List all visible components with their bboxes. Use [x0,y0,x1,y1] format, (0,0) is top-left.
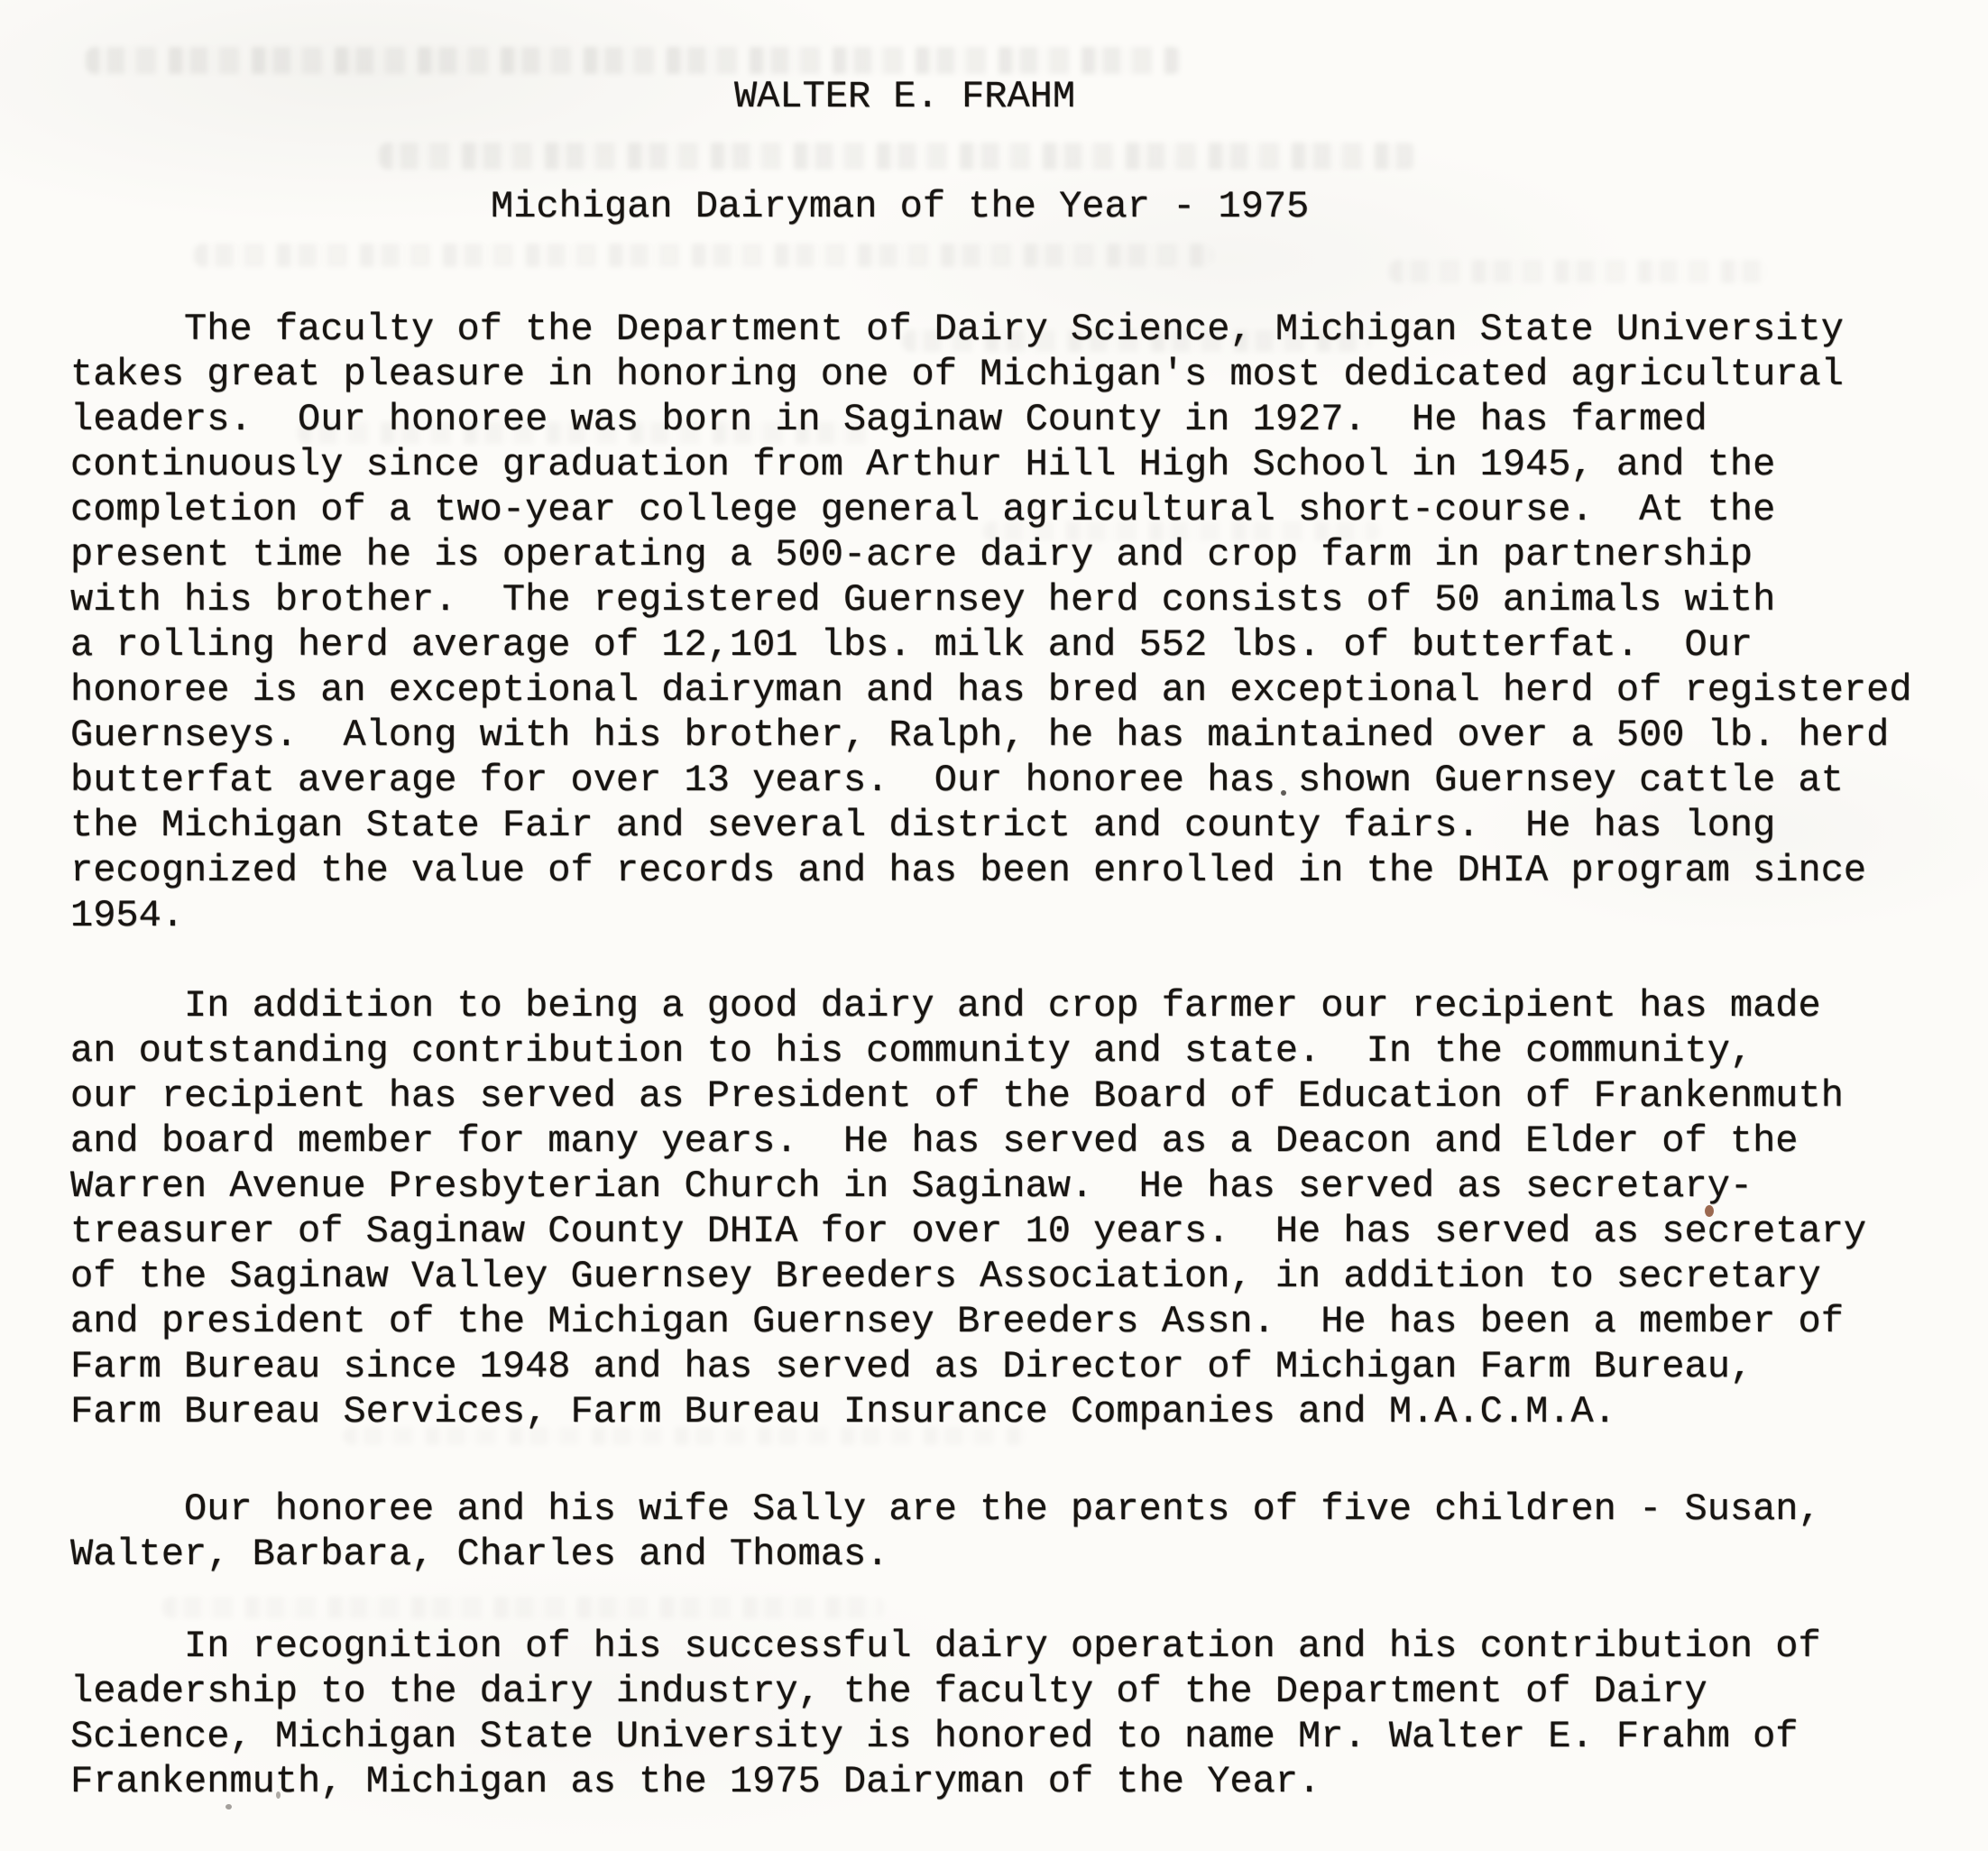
text-line: Frankenmuth, Michigan as the 1975 Dairyman of the Year. [70,1760,1321,1803]
ghost-text-smudge [1389,260,1768,283]
text-line: present time he is operating a 500-acre dairy and crop farm in partnership [70,533,1753,576]
ghost-text-smudge [162,1597,884,1618]
text-line: and president of the Michigan Guernsey Breeders Assn. He has been a member of [70,1300,1844,1343]
text-line: leaders. Our honoree was born in Saginaw County in 1927. He has farmed [70,398,1707,441]
paragraph-community-service [70,983,1866,1434]
text-line: and board member for many years. He has served as a Deacon and Elder of the [70,1119,1799,1163]
text-line: Guernseys. Along with his brother, Ralph, he has maintained over a 500 lb. herd [70,714,1890,757]
text-line: a rolling herd average of 12,101 lbs. milk and 552 lbs. of butterfat. Our [70,623,1753,667]
text-line: Warren Avenue Presbyterian Church in Saginaw. He has served as secretary- [70,1165,1753,1208]
text-line: takes great pleasure in honoring one of Michigan's most dedicated agricultural [70,353,1844,396]
text-line: In recognition of his successful dairy operation and his contribution of [70,1625,1821,1668]
text-line: an outstanding contribution to his community and state. In the community, [70,1029,1753,1073]
text-line: The faculty of the Department of Dairy Science, Michigan State University [70,308,1844,351]
text-line: Farm Bureau Services, Farm Bureau Insurance Companies and M.A.C.M.A. [70,1390,1616,1433]
text-line: completion of a two-year college general agricultural short-course. At the [70,488,1776,531]
text-line: Science, Michigan State University is honored to name Mr. Walter E. Frahm of [70,1715,1799,1758]
text-line: the Michigan State Fair and several district and county fairs. He has long [70,804,1776,847]
paragraph-family [70,1487,1821,1577]
text-line: Walter, Barbara, Charles and Thomas. [70,1533,889,1576]
text-line: continuously since graduation from Arthur Hill High School in 1945, and the [70,443,1776,486]
text-line: 1954. [70,894,185,937]
ghost-text-smudge [86,47,1182,74]
text-line: honoree is an exceptional dairyman and has bred an exceptional herd of registered [70,668,1912,712]
ghost-text-smudge [379,143,1416,170]
text-line: of the Saginaw Valley Guernsey Breeders Association, in addition to secretary [70,1255,1821,1298]
document-subtitle: Michigan Dairyman of the Year - 1975 [491,185,1310,228]
document-title: WALTER E. FRAHM [734,75,1076,118]
text-line: Farm Bureau since 1948 and has served as Director of Michigan Farm Bureau, [70,1345,1753,1388]
paragraph-recognition [70,1624,1821,1804]
ink-speck [225,1804,232,1810]
text-line: leadership to the dairy industry, the faculty of the Department of Dairy [70,1670,1707,1713]
ghost-text-smudge [194,244,1213,267]
text-line: with his brother. The registered Guernsey herd consists of 50 animals with [70,578,1776,622]
text-line: butterfat average for over 13 years. Our honoree has shown Guernsey cattle at [70,759,1844,802]
text-line: recognized the value of records and has been enrolled in the DHIA program since [70,849,1867,892]
text-line: Our honoree and his wife Sally are the parents of five children - Susan, [70,1487,1821,1531]
text-line: treasurer of Saginaw County DHIA for over 10 years. He has served as secretary [70,1210,1867,1253]
paragraph-biography [70,307,1912,938]
text-line: our recipient has served as President of the Board of Education of Frankenmuth [70,1074,1844,1118]
text-line: In addition to being a good dairy and crop farmer our recipient has made [70,984,1821,1027]
